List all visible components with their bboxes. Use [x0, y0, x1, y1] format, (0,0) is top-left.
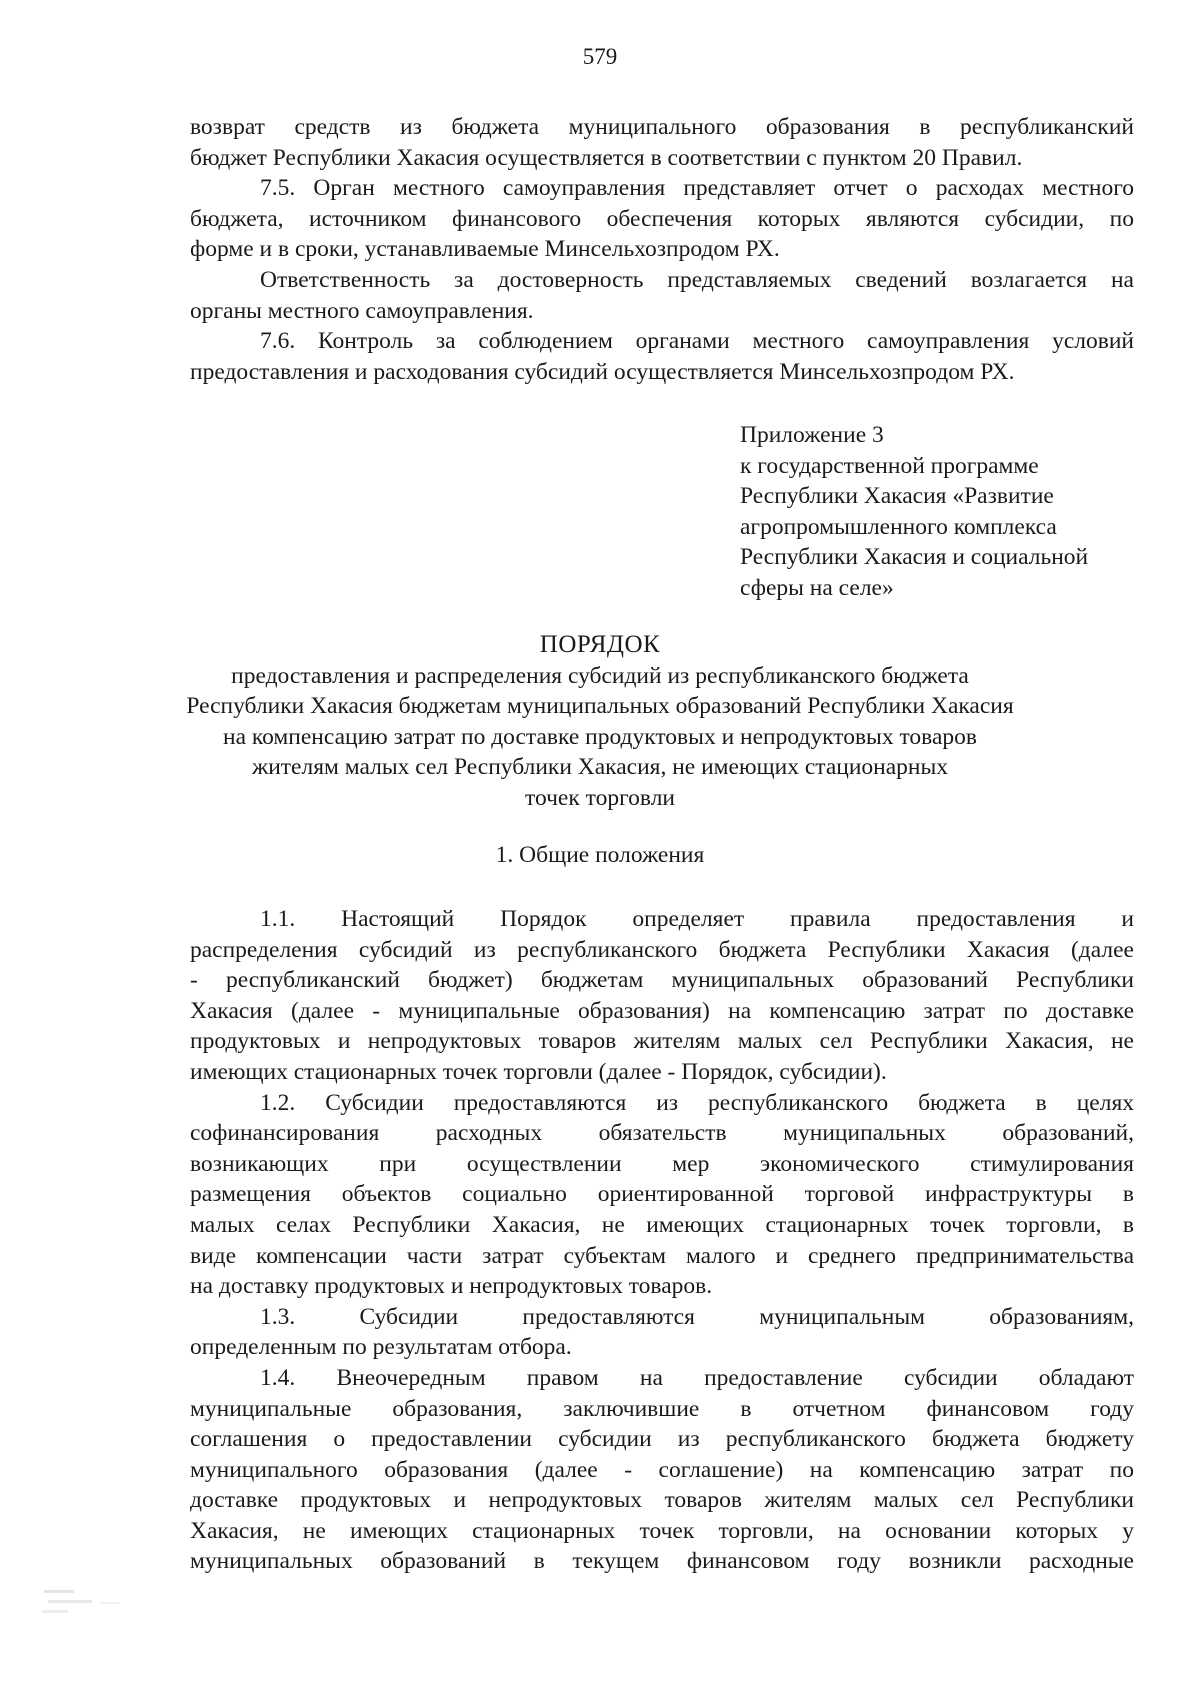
appendix-block: [740, 420, 1140, 604]
appendix-line: Республики Хакасия «Развитие: [740, 483, 1054, 510]
appendix-line: сферы на селе»: [740, 574, 894, 601]
text-line: определенным по результатам отбора.: [190, 1334, 572, 1361]
text-line: 7.6. Контроль за соблюдением органами местного самоуправления условий: [260, 328, 1134, 355]
text-line: Хакасия (далее - муниципальные образования) на компенсацию затрат по доставке: [190, 997, 1134, 1024]
text-line: 7.5. Орган местного самоуправления представляет отчет о расходах местного: [260, 175, 1134, 202]
text-line: органы местного самоуправления.: [190, 297, 534, 324]
text-line: 1.1. Настоящий Порядок определяет правила предоставления и: [260, 906, 1134, 932]
title-line: точек торговли: [525, 784, 675, 811]
text-line: форме и в сроки, устанавливаемые Минсельхозпродом РХ.: [190, 236, 780, 263]
text-line: бюджет Республики Хакасия осуществляется в соответствии с пунктом 20 Правил.: [190, 144, 1023, 171]
title-line: на компенсацию затрат по доставке продуктовых и непродуктовых товаров: [223, 723, 977, 750]
text-line: предоставления и расходования субсидий осуществляется Минсельхозпродом РХ.: [190, 358, 1015, 385]
appendix-line: к государственной программе: [740, 452, 1039, 479]
document-title: [0, 630, 1200, 814]
text-line: возврат средств из бюджета муниципального образования в республиканский: [190, 114, 1134, 140]
top-section: [190, 112, 1134, 387]
appendix-line: Приложение 3: [740, 422, 884, 448]
text-line: 1.2. Субсидии предоставляются из республиканского бюджета в целях: [260, 1089, 1134, 1116]
text-line: малых селах Республики Хакасия, не имеющих стационарных точек торговли, в: [190, 1211, 1134, 1238]
text-line: доставке продуктовых и непродуктовых товаров жителям малых сел Республики: [190, 1487, 1134, 1514]
text-line: виде компенсации части затрат субъектам малого и среднего предпринимательства: [190, 1242, 1134, 1269]
section-1-body: [190, 904, 1134, 1577]
title-main: ПОРЯДОК: [539, 631, 661, 658]
text-line: муниципального образования (далее - соглашение) на компенсацию затрат по: [190, 1456, 1134, 1483]
text-line: Хакасия, не имеющих стационарных точек торговли, на основании которых у: [190, 1517, 1134, 1544]
text-line: имеющих стационарных точек торговли (далее - Порядок, субсидии).: [190, 1058, 887, 1085]
title-line: предоставления и распределения субсидий из республиканского бюджета: [231, 662, 969, 689]
text-line: соглашения о предоставлении субсидии из республиканского бюджета бюджету: [190, 1426, 1134, 1453]
title-line: жителям малых сел Республики Хакасия, не имеющих стационарных: [251, 754, 949, 781]
appendix-line: агропромышленного комплекса: [740, 513, 1057, 540]
text-line: размещения объектов социально ориентированной торговой инфраструктуры в: [190, 1181, 1134, 1208]
text-line: муниципальных образований в текущем финансовом году возникли расходные: [190, 1548, 1134, 1575]
text-line: продуктовых и непродуктовых товаров жителям малых сел Республики Хакасия, не: [190, 1028, 1134, 1055]
text-line: 1.4. Внеочередным правом на предоставление субсидии обладают: [260, 1364, 1134, 1391]
section-heading: 1. Общие положения: [495, 842, 705, 868]
text-line: муниципальные образования, заключившие в отчетном финансовом году: [190, 1395, 1134, 1422]
text-line: софинансирования расходных обязательств муниципальных образований,: [190, 1120, 1134, 1147]
title-line: Республики Хакасия бюджетам муниципальных образований Республики Хакасия: [186, 693, 1014, 720]
text-line: - республиканский бюджет) бюджетам муниципальных образований Республики: [190, 967, 1134, 994]
page-number: 579: [582, 44, 618, 69]
text-line: бюджета, источником финансового обеспечения которых являются субсидии, по: [190, 205, 1134, 232]
text-line: возникающих при осуществлении мер экономического стимулирования: [190, 1150, 1134, 1177]
text-line: 1.3. Субсидии предоставляются муниципальным образованиям,: [260, 1303, 1134, 1330]
scan-artifact: [40, 1580, 180, 1630]
text-line: Ответственность за достоверность представляемых сведений возлагается на: [260, 266, 1134, 293]
appendix-line: Республики Хакасия и социальной: [740, 544, 1089, 571]
text-line: распределения субсидий из республиканского бюджета Республики Хакасия (далее: [190, 936, 1134, 963]
text-line: на доставку продуктовых и непродуктовых товаров.: [190, 1273, 713, 1300]
